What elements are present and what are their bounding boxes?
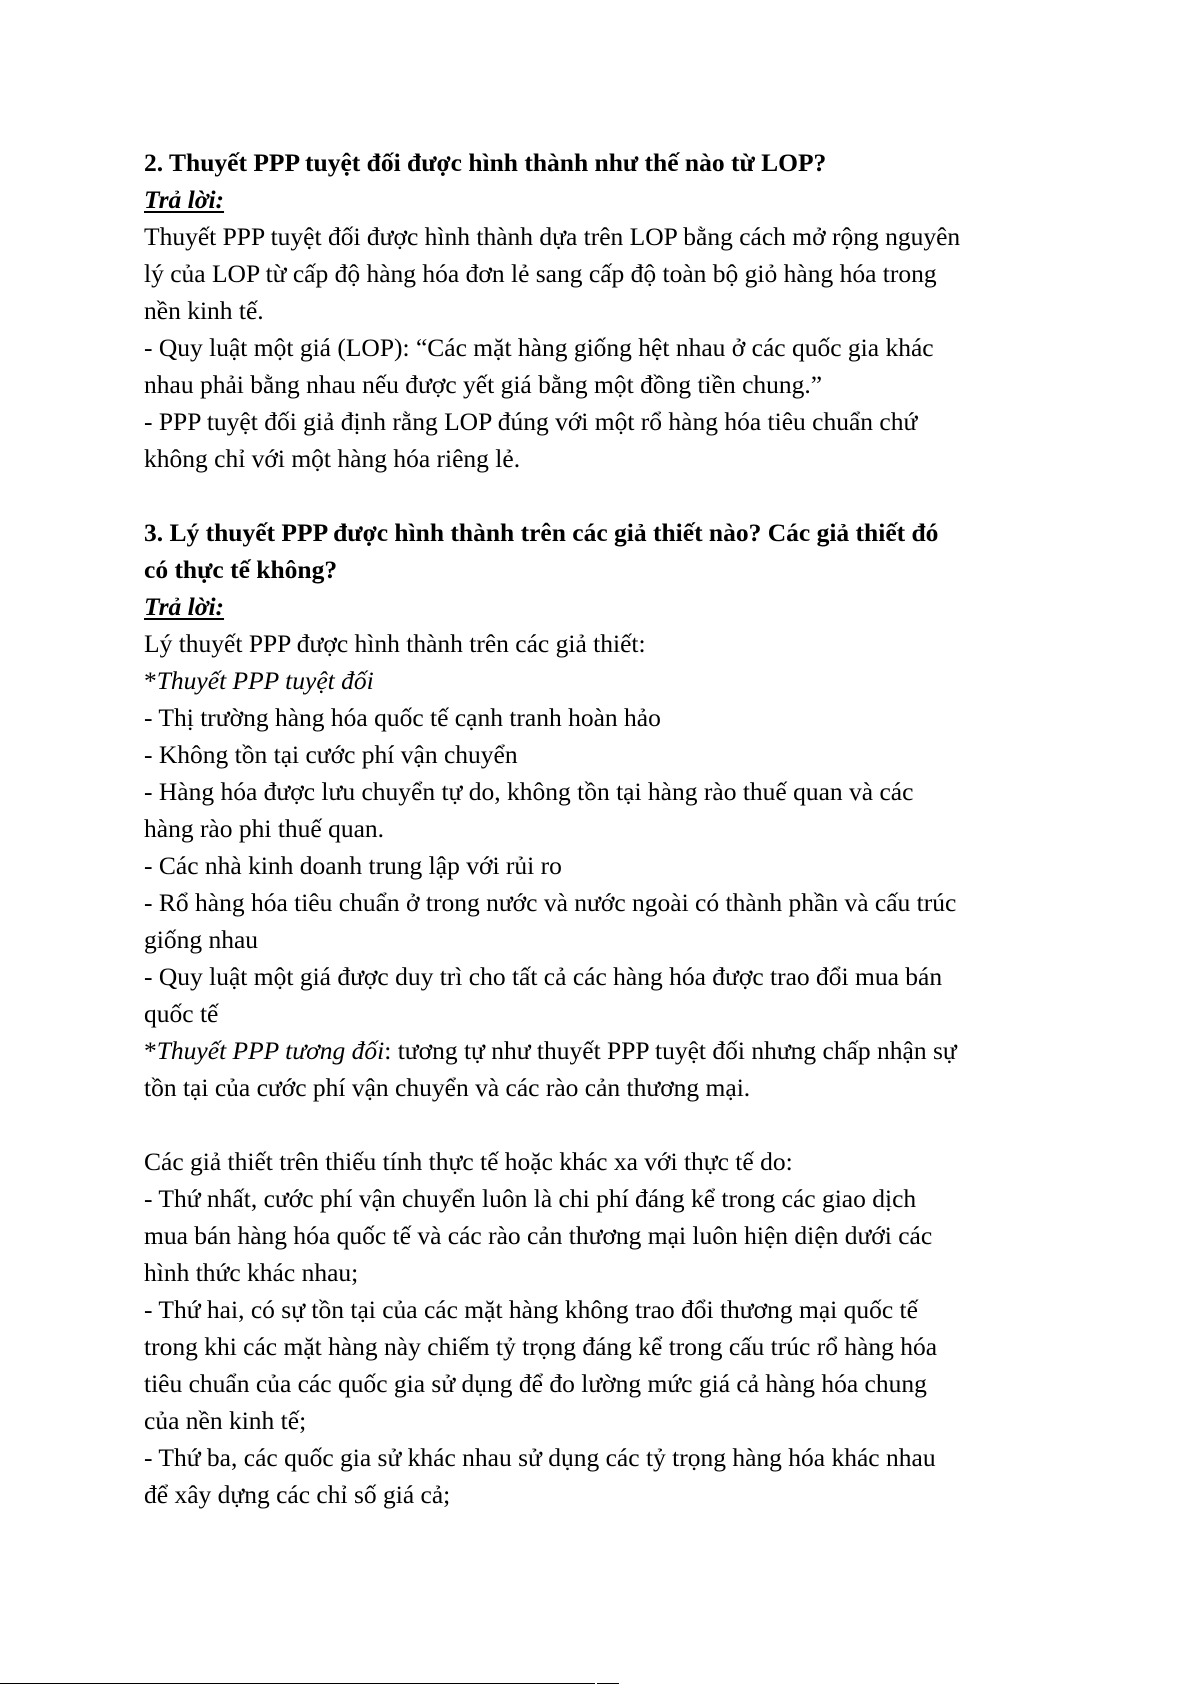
reality-line: mua bán hàng hóa quốc tế và các rào cản thương mại luôn hiện diện dưới các — [144, 1221, 933, 1250]
section-2-line: - Quy luật một giá (LOP): “Các mặt hàng giống hệt nhau ở các quốc gia khác — [144, 333, 934, 362]
assumption-line: giống nhau — [144, 925, 259, 954]
section-2-line: nhau phải bằng nhau nếu được yết giá bằng một đồng tiền chung.” — [144, 370, 823, 399]
section-2-line: không chỉ với một hàng hóa riêng lẻ. — [144, 444, 521, 473]
reality-line: - Thứ nhất, cước phí vận chuyển luôn là chi phí đáng kể trong các giao dịch — [144, 1184, 917, 1213]
section-2-line: - PPP tuyệt đối giả định rằng LOP đúng với một rổ hàng hóa tiêu chuẩn chứ — [144, 407, 918, 436]
reality-line: - Thứ ba, các quốc gia sử khác nhau sử dụng các tỷ trọng hàng hóa khác nhau — [144, 1443, 936, 1472]
assumption-line: hàng rào phi thuế quan. — [144, 814, 385, 843]
reality-line: tiêu chuẩn của các quốc gia sử dụng để đo lường mức giá cả hàng hóa chung — [144, 1369, 927, 1398]
assumption-line: - Quy luật một giá được duy trì cho tất cả các hàng hóa được trao đổi mua bán — [144, 962, 943, 991]
reality-line: hình thức khác nhau; — [144, 1258, 359, 1287]
section-3-answer-label: Trả lời: — [144, 592, 225, 621]
reality-line: - Thứ hai, có sự tồn tại của các mặt hàng không trao đổi thương mại quốc tế — [144, 1295, 918, 1324]
section-3-heading-cont: có thực tế không? — [144, 555, 338, 584]
section-2-heading: 2. Thuyết PPP tuyệt đối được hình thành như thế nào từ LOP? — [144, 148, 827, 177]
paragraph-gap — [144, 1106, 1064, 1143]
assumption-line: quốc tế — [144, 999, 219, 1028]
assumption-line: - Hàng hóa được lưu chuyển tự do, không tồn tại hàng rào thuế quan và các — [144, 777, 914, 806]
relative-ppp-cont: tồn tại của cước phí vận chuyển và các rào cản thương mại. — [144, 1073, 751, 1102]
reality-line: để xây dựng các chỉ số giá cả; — [144, 1480, 451, 1509]
assumption-line: - Các nhà kinh doanh trung lập với rủi ro — [144, 851, 562, 880]
section-3-heading: 3. Lý thuyết PPP được hình thành trên các giả thiết nào? Các giả thiết đó — [144, 518, 939, 547]
reality-line: trong khi các mặt hàng này chiếm tỷ trọng đáng kể trong cấu trúc rổ hàng hóa — [144, 1332, 938, 1361]
assumption-line: - Rổ hàng hóa tiêu chuẩn ở trong nước và nước ngoài có thành phần và cấu trúc — [144, 888, 957, 917]
section-2-line: lý của LOP từ cấp độ hàng hóa đơn lẻ sang cấp độ toàn bộ giỏ hàng hóa trong — [144, 259, 937, 288]
section-2-line: nền kinh tế. — [144, 296, 264, 325]
footer-divider — [0, 1683, 595, 1684]
absolute-ppp-label: Thuyết PPP tuyệt đối — [156, 666, 374, 695]
assumption-line: - Không tồn tại cước phí vận chuyển — [144, 740, 518, 769]
relative-ppp-row: *Thuyết PPP tương đối: tương tự như thuyết PPP tuyệt đối nhưng chấp nhận sự — [144, 1036, 957, 1065]
footer-divider-short — [597, 1683, 619, 1684]
relative-ppp-label: Thuyết PPP tương đối — [156, 1036, 385, 1065]
reality-line: của nền kinh tế; — [144, 1406, 307, 1435]
section-2-line: Thuyết PPP tuyệt đối được hình thành dựa trên LOP bằng cách mở rộng nguyên — [144, 222, 961, 251]
section-3-answer-label-row — [144, 588, 1064, 625]
section-2-answer-label-row — [144, 181, 1064, 218]
reality-line: Các giả thiết trên thiếu tính thực tế hoặc khác xa với thực tế do: — [144, 1147, 793, 1176]
section-3-intro: Lý thuyết PPP được hình thành trên các giả thiết: — [144, 629, 646, 658]
absolute-ppp-label-row: *Thuyết PPP tuyệt đối — [144, 666, 374, 695]
section-2-answer-label: Trả lời: — [144, 185, 225, 214]
assumption-line: - Thị trường hàng hóa quốc tế cạnh tranh hoàn hảo — [144, 703, 661, 732]
paragraph-gap — [144, 477, 1064, 514]
relative-ppp-text: : tương tự như thuyết PPP tuyệt đối nhưng chấp nhận sự — [384, 1036, 957, 1065]
document-body — [144, 144, 1064, 1513]
